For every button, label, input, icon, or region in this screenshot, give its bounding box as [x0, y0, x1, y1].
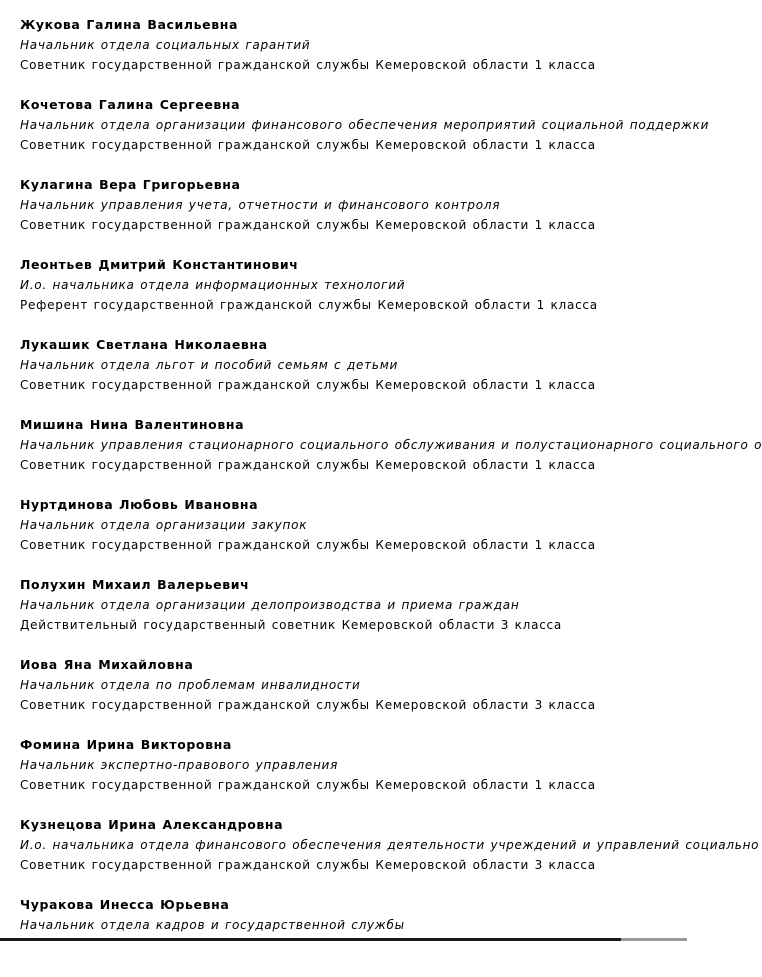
employee-rank: Референт государственной гражданской службы Кемеровской области 1 класса	[20, 298, 598, 312]
employee-rank: Советник государственной гражданской службы Кемеровской области 1 класса	[20, 458, 596, 472]
employee-entry	[20, 577, 687, 657]
employee-entry	[20, 897, 687, 977]
employee-entry	[20, 497, 687, 577]
employee-name: Нуртдинова Любовь Ивановна	[20, 497, 259, 512]
employee-entry	[20, 817, 760, 897]
employee-name: Кузнецова Ирина Александровна	[20, 817, 284, 832]
employee-position: Начальник отдела организации делопроизводства и приема граждан	[20, 598, 520, 612]
employee-position: Начальник отдела кадров и государственной службы	[20, 918, 405, 932]
employee-position: Начальник отдела организации закупок	[20, 518, 308, 532]
employee-name: Кочетова Галина Сергеевна	[20, 97, 241, 112]
employee-name: Иова Яна Михайловна	[20, 657, 194, 672]
employee-rank: Советник государственной гражданской службы Кемеровской области 3 класса	[20, 858, 596, 872]
employee-position: Начальник управления стационарного социального обслуживания и полустационарного социального о	[20, 438, 762, 452]
employee-entry	[20, 257, 687, 337]
employee-entry	[20, 337, 687, 417]
employee-entry	[20, 417, 762, 497]
employee-position: Начальник управления учета, отчетности и финансового контроля	[20, 198, 501, 212]
employee-position: Начальник экспертно-правового управления	[20, 758, 339, 772]
employee-position: Начальник отдела организации финансового обеспечения мероприятий социальной поддержки	[20, 118, 710, 132]
employee-entry	[20, 97, 710, 177]
employee-rank: Советник государственной гражданской службы Кемеровской области 1 класса	[20, 538, 596, 552]
employee-position: Начальник отдела социальных гарантий	[20, 38, 311, 52]
employee-rank: Советник государственной гражданской службы Кемеровской области 3 класса	[20, 698, 596, 712]
employee-name: Лукашик Светлана Николаевна	[20, 337, 268, 352]
employee-name: Мишина Нина Валентиновна	[20, 417, 245, 432]
employee-list	[20, 17, 762, 977]
page-bottom-border	[0, 938, 687, 941]
employee-position: Начальник отдела по проблемам инвалидности	[20, 678, 361, 692]
employee-name: Леонтьев Дмитрий Константинович	[20, 257, 299, 272]
employee-position: Начальник отдела льгот и пособий семьям с детьми	[20, 358, 399, 372]
employee-entry	[20, 17, 687, 97]
employee-position: И.о. начальника отдела финансового обеспечения деятельности учреждений и управлений социально	[20, 838, 760, 852]
employee-entry	[20, 657, 687, 737]
employee-rank: Советник государственной гражданской службы Кемеровской области 1 класса	[20, 58, 596, 72]
employee-entry	[20, 177, 687, 257]
employee-name: Полухин Михаил Валерьевич	[20, 577, 250, 592]
employee-rank: Советник государственной гражданской службы Кемеровской области 1 класса	[20, 378, 596, 392]
employee-name: Кулагина Вера Григорьевна	[20, 177, 241, 192]
employee-name: Чуракова Инесса Юрьевна	[20, 897, 230, 912]
employee-name: Фомина Ирина Викторовна	[20, 737, 232, 752]
employee-rank: Советник государственной гражданской службы Кемеровской области 1 класса	[20, 218, 596, 232]
employee-position: И.о. начальника отдела информационных технологий	[20, 278, 406, 292]
employee-entry	[20, 737, 687, 817]
employee-rank: Советник государственной гражданской службы Кемеровской области 1 класса	[20, 138, 596, 152]
employee-rank: Действительный государственный советник Кемеровской области 3 класса	[20, 618, 562, 632]
employee-rank: Советник государственной гражданской службы Кемеровской области 1 класса	[20, 778, 596, 792]
employee-name: Жукова Галина Васильевна	[20, 17, 239, 32]
